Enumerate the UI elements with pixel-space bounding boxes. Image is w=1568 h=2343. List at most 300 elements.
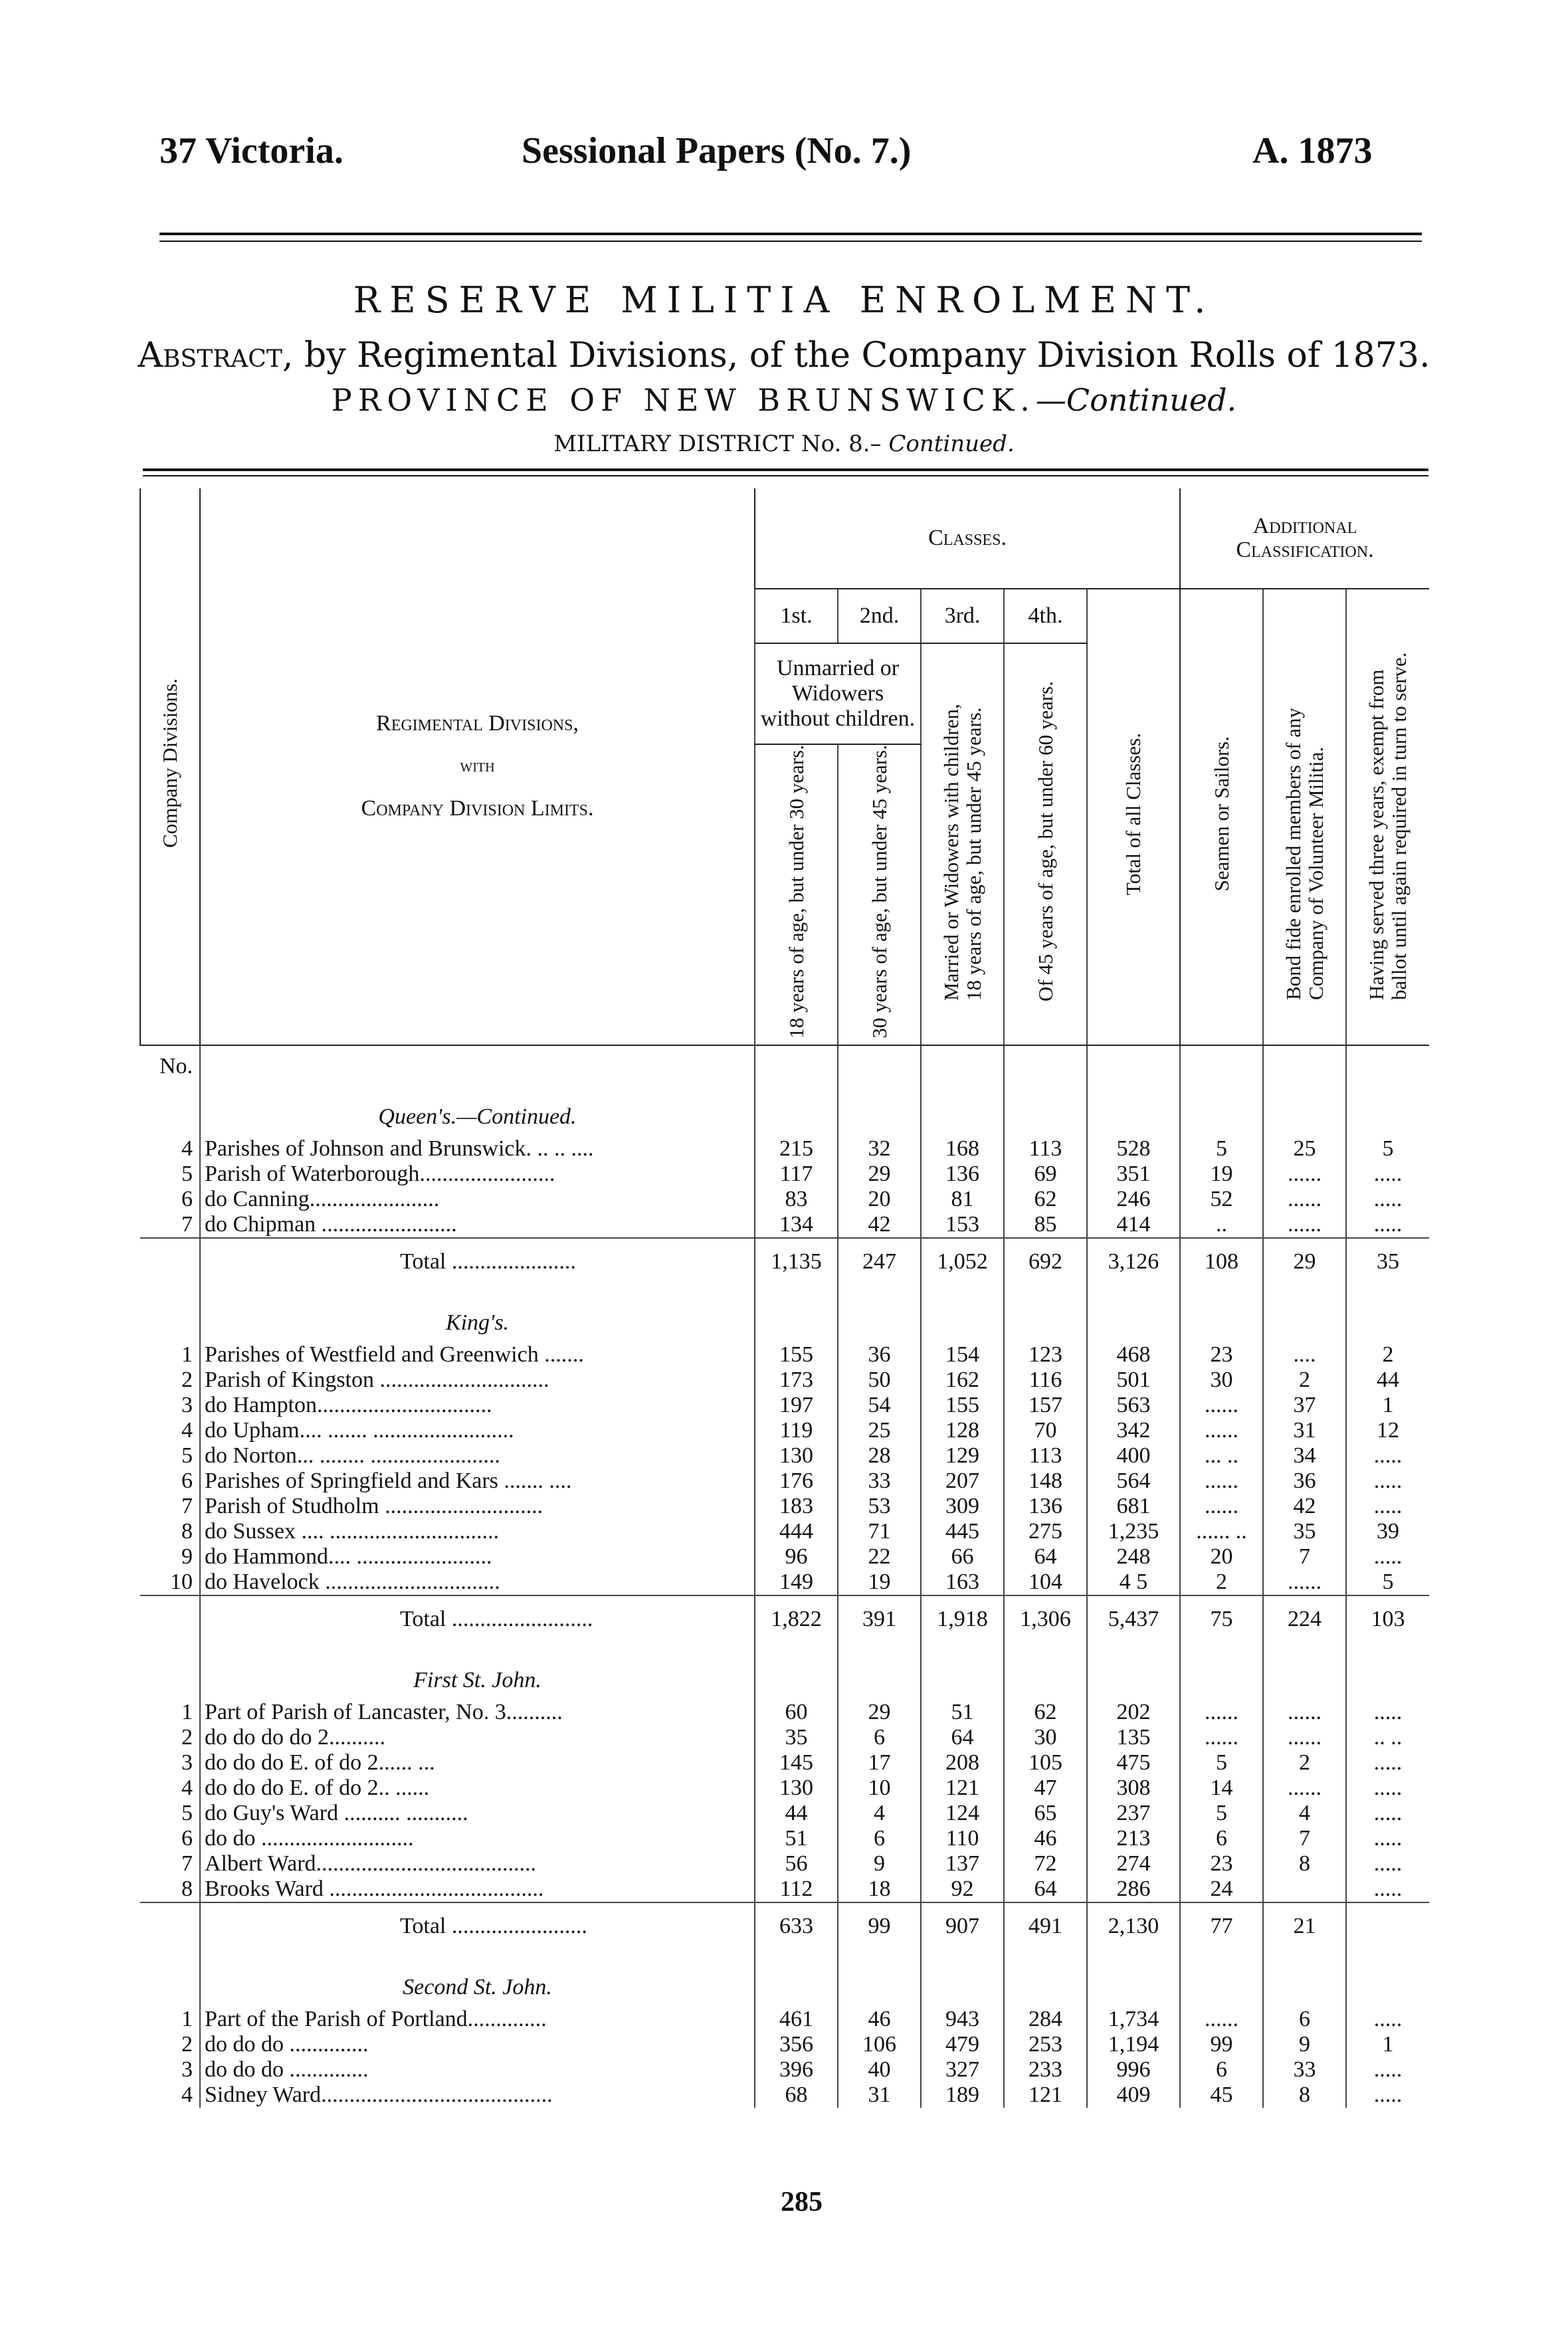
total-value: 224 <box>1263 1595 1346 1643</box>
table-row <box>140 1469 1429 1494</box>
row-number: 4 <box>181 1136 193 1161</box>
row-number: 5 <box>181 1161 193 1186</box>
row-value: ...... <box>1263 1725 1346 1750</box>
row-number: 4 <box>181 2082 193 2107</box>
row-value: 83 <box>755 1187 838 1212</box>
table-row <box>140 1725 1429 1750</box>
row-value: 32 <box>838 1136 921 1162</box>
row-value: 121 <box>1004 2083 1087 2108</box>
row-value: 116 <box>1004 1368 1087 1393</box>
row-value: 237 <box>1087 1801 1180 1826</box>
row-number: 6 <box>181 1825 193 1851</box>
total-value: 391 <box>838 1595 921 1643</box>
row-description: Sidney Ward......................................... <box>200 2083 755 2108</box>
row-value: 501 <box>1087 1368 1180 1393</box>
row-value: 110 <box>921 1826 1004 1851</box>
total-value: 1,306 <box>1004 1595 1087 1643</box>
row-value: 479 <box>921 2032 1004 2057</box>
total-value: 75 <box>1180 1595 1263 1643</box>
table-row <box>140 1826 1429 1851</box>
row-number: 3 <box>181 1750 193 1775</box>
total-value: 103 <box>1346 1595 1429 1643</box>
row-value: 134 <box>755 1212 838 1238</box>
district-continued: Continued. <box>888 431 1015 457</box>
row-value: 47 <box>1004 1776 1087 1801</box>
table-row <box>140 1443 1429 1469</box>
row-value: 275 <box>1004 1519 1087 1544</box>
row-description: do Sussex .... .............................. <box>200 1519 755 1544</box>
table-row <box>140 1851 1429 1877</box>
class-first-header: 1st. <box>755 589 838 643</box>
row-value: 396 <box>755 2057 838 2083</box>
section-heading-row <box>140 1079 1429 1136</box>
total-value: 1,822 <box>755 1595 838 1643</box>
row-number: 4 <box>181 1417 193 1443</box>
row-description: Brooks Ward ...................................... <box>200 1877 755 1902</box>
row-description: do do do .............. <box>200 2032 755 2057</box>
row-value: 128 <box>921 1418 1004 1443</box>
total-value: 5,437 <box>1087 1595 1180 1643</box>
section-heading-row <box>140 1950 1429 2007</box>
row-value: 10 <box>838 1776 921 1801</box>
row-value: 444 <box>755 1519 838 1544</box>
row-value: ..... <box>1346 1700 1429 1725</box>
row-value: 42 <box>1263 1494 1346 1519</box>
table-row <box>140 1801 1429 1826</box>
row-value: 8 <box>1263 1851 1346 1877</box>
row-description: do Hampton............................... <box>200 1393 755 1418</box>
section-empty-cell <box>1346 1079 1429 1136</box>
row-value: 29 <box>838 1162 921 1187</box>
row-value: 163 <box>921 1570 1004 1595</box>
table-row <box>140 1418 1429 1443</box>
section-empty-cell <box>1346 1285 1429 1342</box>
row-value: ..... <box>1346 1443 1429 1469</box>
row-description: do do do E. of do 2...... ... <box>200 1750 755 1776</box>
table-row <box>140 1750 1429 1776</box>
row-value: 123 <box>1004 1342 1087 1368</box>
row-value: 117 <box>755 1162 838 1187</box>
total-value: 35 <box>1346 1238 1429 1285</box>
table-row <box>140 1776 1429 1801</box>
row-value: 6 <box>1263 2007 1346 2032</box>
row-value: 22 <box>838 1544 921 1570</box>
row-value: ..... <box>1346 2007 1429 2032</box>
row-value: 31 <box>1263 1418 1346 1443</box>
row-number: 1 <box>181 1699 193 1724</box>
row-value: 113 <box>1004 1136 1087 1162</box>
row-value: 202 <box>1087 1700 1180 1725</box>
row-description: do Upham.... ....... ......................... <box>200 1418 755 1443</box>
row-value: ..... <box>1346 1776 1429 1801</box>
section-empty-cell <box>921 1643 1004 1700</box>
row-value: 284 <box>1004 2007 1087 2032</box>
header-year: A. 1873 <box>1252 130 1373 171</box>
table-row <box>140 1136 1429 1162</box>
total-value: 99 <box>838 1902 921 1950</box>
row-value: 2 <box>1180 1570 1263 1595</box>
row-number: 1 <box>181 2006 193 2031</box>
total-row <box>140 1238 1429 1285</box>
row-value: 162 <box>921 1368 1004 1393</box>
row-value: 168 <box>921 1136 1004 1162</box>
row-number: 2 <box>181 1724 193 1750</box>
row-value: ...... <box>1180 1494 1263 1519</box>
row-value: ...... <box>1263 1776 1346 1801</box>
row-value: 4 <box>1263 1801 1346 1826</box>
table-row <box>140 1393 1429 1418</box>
row-value: 1,194 <box>1087 2032 1180 2057</box>
total-no <box>140 1238 200 1285</box>
header-rule-top <box>159 233 1422 235</box>
row-value: 308 <box>1087 1776 1180 1801</box>
row-value: 33 <box>1263 2057 1346 2083</box>
section-empty-cell <box>1087 1643 1180 1700</box>
table-row <box>140 1187 1429 1212</box>
row-description: do do do E. of do 2.. ...... <box>200 1776 755 1801</box>
row-number: 6 <box>181 1186 193 1211</box>
section-no <box>140 1079 200 1136</box>
having-served-header: Having served three years, exempt from ballot until again required in turn to serve. <box>1346 589 1429 1045</box>
row-value: 1 <box>1346 1393 1429 1418</box>
section-empty-cell <box>1180 1079 1263 1136</box>
row-value: 113 <box>1004 1443 1087 1469</box>
abstract-label: Abstract, <box>138 336 294 375</box>
row-value: 20 <box>838 1187 921 1212</box>
row-value: 5 <box>1180 1750 1263 1776</box>
row-value: 176 <box>755 1469 838 1494</box>
row-value: 135 <box>1087 1725 1180 1750</box>
row-value: 68 <box>755 2083 838 2108</box>
row-value: 106 <box>838 2032 921 2057</box>
table-row <box>140 1368 1429 1393</box>
row-value: 149 <box>755 1570 838 1595</box>
row-value: 9 <box>838 1851 921 1877</box>
row-value: 64 <box>1004 1877 1087 1902</box>
row-description: Parishes of Springfield and Kars ....... .... <box>200 1469 755 1494</box>
row-value: 996 <box>1087 2057 1180 2083</box>
row-value: 445 <box>921 1519 1004 1544</box>
row-number: 5 <box>181 1443 193 1468</box>
row-value: ...... .. <box>1180 1519 1263 1544</box>
row-number: 1 <box>181 1342 193 1367</box>
class-third-header: 3rd. <box>921 589 1004 643</box>
row-value: 19 <box>838 1570 921 1595</box>
total-value <box>1346 1902 1429 1950</box>
row-value: 30 <box>1180 1368 1263 1393</box>
seamen-header: Seamen or Sailors. <box>1180 589 1263 1045</box>
row-value: 145 <box>755 1750 838 1776</box>
row-number: 9 <box>181 1544 193 1569</box>
row-value: 51 <box>755 1826 838 1851</box>
section-empty-cell <box>1004 1079 1087 1136</box>
row-value: 25 <box>1263 1136 1346 1162</box>
row-number: 4 <box>181 1775 193 1800</box>
row-value: 4 5 <box>1087 1570 1180 1595</box>
row-value: 72 <box>1004 1851 1087 1877</box>
section-empty-cell <box>921 1950 1004 2007</box>
row-value: 157 <box>1004 1393 1087 1418</box>
total-all-classes-header: Total of all Classes. <box>1087 589 1180 1045</box>
row-number: 3 <box>181 1392 193 1417</box>
section-empty-cell <box>1087 1950 1180 2007</box>
row-value: 112 <box>755 1877 838 1902</box>
row-value: ..... <box>1346 1469 1429 1494</box>
section-empty-cell <box>838 1079 921 1136</box>
province-continued: —Continued. <box>1035 382 1237 418</box>
row-number: 7 <box>181 1851 193 1876</box>
table-row <box>140 1494 1429 1519</box>
row-value: 35 <box>1263 1519 1346 1544</box>
section-name: Queen's.—Continued. <box>200 1079 755 1136</box>
total-value: 29 <box>1263 1238 1346 1285</box>
row-value: 155 <box>921 1393 1004 1418</box>
row-value: 130 <box>755 1776 838 1801</box>
row-value: ...... <box>1180 1725 1263 1750</box>
row-value: 70 <box>1004 1418 1087 1443</box>
company-divisions-header: Company Divisions. <box>140 488 200 1045</box>
total-value: 21 <box>1263 1902 1346 1950</box>
total-row <box>140 1595 1429 1643</box>
row-value: 356 <box>755 2032 838 2057</box>
section-heading-row <box>140 1285 1429 1342</box>
abstract-text: by Regimental Divisions, of the Company Division Rolls of 1873. <box>293 336 1430 375</box>
row-value: 2 <box>1263 1750 1346 1776</box>
row-value: 681 <box>1087 1494 1180 1519</box>
row-value: 286 <box>1087 1877 1180 1902</box>
row-description: do Havelock ............................... <box>200 1570 755 1595</box>
row-value: 6 <box>838 1725 921 1750</box>
row-value: 35 <box>755 1725 838 1750</box>
section-empty-cell <box>755 1643 838 1700</box>
section-no <box>140 1643 200 1700</box>
report-subtitle <box>0 336 1568 375</box>
province-title <box>0 382 1568 418</box>
row-value: 461 <box>755 2007 838 2032</box>
section-empty-cell <box>1087 1079 1180 1136</box>
section-empty-cell <box>1263 1950 1346 2007</box>
row-value: 99 <box>1180 2032 1263 2057</box>
bona-fide-header: Bond fide enrolled members of any Company of Volunteer Militia. <box>1263 589 1346 1045</box>
section-name: First St. John. <box>200 1643 755 1700</box>
district-name: MILITARY DISTRICT No. 8.– <box>553 431 882 457</box>
row-value: 42 <box>838 1212 921 1238</box>
table-row <box>140 1519 1429 1544</box>
row-value: 36 <box>1263 1469 1346 1494</box>
section-empty-cell <box>755 1285 838 1342</box>
row-value: 24 <box>1180 1877 1263 1902</box>
row-value: 6 <box>838 1826 921 1851</box>
section-name: Second St. John. <box>200 1950 755 2007</box>
section-empty-cell <box>921 1079 1004 1136</box>
row-value: 51 <box>921 1700 1004 1725</box>
row-value: 246 <box>1087 1187 1180 1212</box>
row-value: 18 <box>838 1877 921 1902</box>
row-value: 65 <box>1004 1801 1087 1826</box>
table-row <box>140 1162 1429 1187</box>
row-value: 29 <box>838 1700 921 1725</box>
row-value: 105 <box>1004 1750 1087 1776</box>
row-description: do Guy's Ward .......... ........... <box>200 1801 755 1826</box>
row-value: 5 <box>1346 1570 1429 1595</box>
row-description: Parish of Studholm ............................ <box>200 1494 755 1519</box>
row-value: 309 <box>921 1494 1004 1519</box>
total-value: 692 <box>1004 1238 1087 1285</box>
row-description: Albert Ward....................................... <box>200 1851 755 1877</box>
row-value: ..... <box>1346 1544 1429 1570</box>
row-value: 6 <box>1180 2057 1263 2083</box>
table-rule-top <box>143 468 1428 471</box>
total-no <box>140 1595 200 1643</box>
header-rule-bottom <box>159 241 1422 242</box>
enrolment-table <box>140 488 1429 2108</box>
row-number: 6 <box>181 1468 193 1493</box>
row-value: 327 <box>921 2057 1004 2083</box>
table-row <box>140 2007 1429 2032</box>
row-value: ..... <box>1346 2083 1429 2108</box>
table-row <box>140 2083 1429 2108</box>
section-empty-cell <box>1263 1643 1346 1700</box>
row-value: 155 <box>755 1342 838 1368</box>
row-value: 1,235 <box>1087 1519 1180 1544</box>
table-row <box>140 1212 1429 1238</box>
row-value: 563 <box>1087 1393 1180 1418</box>
row-value: 121 <box>921 1776 1004 1801</box>
section-empty-cell <box>1346 1643 1429 1700</box>
province-name: PROVINCE OF NEW BRUNSWICK. <box>331 382 1036 418</box>
row-value: 943 <box>921 2007 1004 2032</box>
district-title <box>0 431 1568 457</box>
row-value: 409 <box>1087 2083 1180 2108</box>
section-empty-cell <box>1263 1285 1346 1342</box>
row-value: 44 <box>1346 1368 1429 1393</box>
age18-30-header: 18 years of age, but under 30 years. <box>755 744 838 1045</box>
row-value: .. .. <box>1346 1725 1429 1750</box>
row-number: 10 <box>170 1569 193 1594</box>
table-row <box>140 1544 1429 1570</box>
row-value: 129 <box>921 1443 1004 1469</box>
table-row <box>140 2057 1429 2083</box>
regimental-divisions-header: Regimental Divisions, with Company Division Limits. <box>200 488 755 1045</box>
row-value: 136 <box>921 1162 1004 1187</box>
page-number: 285 <box>781 2187 823 2217</box>
row-value: 23 <box>1180 1342 1263 1368</box>
total-value: 633 <box>755 1902 838 1950</box>
row-value: 8 <box>1263 2083 1346 2108</box>
row-value: 14 <box>1180 1776 1263 1801</box>
row-value: ..... <box>1346 2057 1429 2083</box>
row-value: ...... <box>1263 1187 1346 1212</box>
row-value: 20 <box>1180 1544 1263 1570</box>
row-value: ..... <box>1346 1851 1429 1877</box>
table-row <box>140 1877 1429 1902</box>
row-value: 50 <box>838 1368 921 1393</box>
row-value: 1 <box>1346 2032 1429 2057</box>
row-number: 8 <box>181 1876 193 1901</box>
section-empty-cell <box>838 1285 921 1342</box>
row-value: 5 <box>1180 1136 1263 1162</box>
total-value: 247 <box>838 1238 921 1285</box>
row-value: 60 <box>755 1700 838 1725</box>
row-value: 137 <box>921 1851 1004 1877</box>
row-value: ...... <box>1180 1700 1263 1725</box>
section-empty-cell <box>921 1285 1004 1342</box>
row-value: 17 <box>838 1750 921 1776</box>
row-value: 183 <box>755 1494 838 1519</box>
row-value: 25 <box>838 1418 921 1443</box>
row-value: .... <box>1263 1342 1346 1368</box>
row-value: 5 <box>1346 1136 1429 1162</box>
row-value: 468 <box>1087 1342 1180 1368</box>
row-value: 189 <box>921 2083 1004 2108</box>
table-row <box>140 1570 1429 1595</box>
row-value: 124 <box>921 1801 1004 1826</box>
row-value: 7 <box>1263 1544 1346 1570</box>
row-value: 4 <box>838 1801 921 1826</box>
table-rule-bottom <box>143 475 1428 476</box>
section-empty-cell <box>1087 1285 1180 1342</box>
header-session: 37 Victoria. <box>159 130 343 171</box>
section-empty-cell <box>1004 1285 1087 1342</box>
row-value: 154 <box>921 1342 1004 1368</box>
row-value: 5 <box>1180 1801 1263 1826</box>
row-value: ...... <box>1263 1700 1346 1725</box>
row-value: 564 <box>1087 1469 1180 1494</box>
total-label: Total ......................... <box>200 1595 755 1643</box>
row-value: 233 <box>1004 2057 1087 2083</box>
section-empty-cell <box>838 1950 921 2007</box>
row-value: .. <box>1180 1212 1263 1238</box>
row-description: Parishes of Westfield and Greenwich ....... <box>200 1342 755 1368</box>
header-papers: Sessional Papers (No. 7.) <box>522 130 912 171</box>
row-number: 3 <box>181 2057 193 2082</box>
row-value: 400 <box>1087 1443 1180 1469</box>
row-value: ...... <box>1180 1469 1263 1494</box>
table-body <box>140 1045 1429 2108</box>
row-value: 81 <box>921 1187 1004 1212</box>
age30-45-header: 30 years of age, but under 45 years. <box>838 744 921 1045</box>
row-description: Parish of Kingston .............................. <box>200 1368 755 1393</box>
report-title: RESERVE MILITIA ENROLMENT. <box>353 279 1215 321</box>
total-value: 491 <box>1004 1902 1087 1950</box>
row-value: 66 <box>921 1544 1004 1570</box>
row-value: 153 <box>921 1212 1004 1238</box>
age45-60-header: Of 45 years of age, but under 60 years. <box>1004 643 1087 1045</box>
total-row <box>140 1902 1429 1950</box>
table-row <box>140 2032 1429 2057</box>
section-empty-cell <box>1346 1950 1429 2007</box>
row-value: 136 <box>1004 1494 1087 1519</box>
row-value: 248 <box>1087 1544 1180 1570</box>
row-value: 71 <box>838 1519 921 1544</box>
row-value: 6 <box>1180 1826 1263 1851</box>
class-fourth-header: 4th. <box>1004 589 1087 643</box>
class-second-header: 2nd. <box>838 589 921 643</box>
row-value: ..... <box>1346 1162 1429 1187</box>
row-value: ..... <box>1346 1187 1429 1212</box>
row-value: 36 <box>838 1342 921 1368</box>
row-value: 253 <box>1004 2032 1087 2057</box>
row-value: 64 <box>921 1725 1004 1750</box>
total-value: 2,130 <box>1087 1902 1180 1950</box>
row-number: 7 <box>181 1211 193 1237</box>
total-value: 3,126 <box>1087 1238 1180 1285</box>
row-value: 12 <box>1346 1418 1429 1443</box>
section-empty-cell <box>1004 1950 1087 2007</box>
row-value: 92 <box>921 1877 1004 1902</box>
row-value: ...... <box>1180 1418 1263 1443</box>
row-value: 130 <box>755 1443 838 1469</box>
